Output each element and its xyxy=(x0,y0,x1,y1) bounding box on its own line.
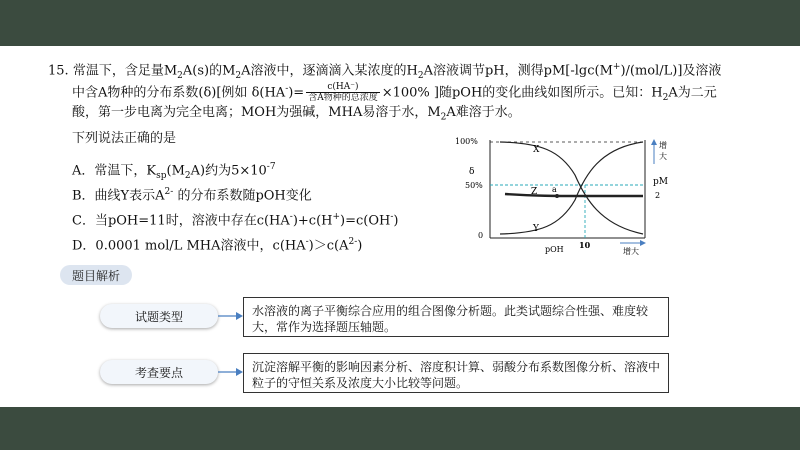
top-bar xyxy=(0,0,800,46)
text: 常温下，含足量M xyxy=(72,63,178,79)
fraction-numerator: c(HA⁻) xyxy=(306,82,380,93)
sub: sp xyxy=(156,170,167,181)
pm-label: pM xyxy=(653,177,668,187)
sup: - xyxy=(305,237,309,247)
sub: 2 xyxy=(184,170,191,181)
text: A为二元 xyxy=(668,85,717,101)
sub: 2 xyxy=(440,112,447,123)
sub: 2 xyxy=(417,70,424,81)
sup: + xyxy=(612,62,621,72)
sup: - xyxy=(289,212,293,222)
type-pill[interactable]: 试题类型 xyxy=(100,304,218,328)
points-box: 沉淀溶解平衡的影响因素分析、溶度积计算、弱酸分布系数图像分析、溶液中粒子的守恒关系及浓度大小比较等问题。 xyxy=(243,353,669,393)
question-line-2 xyxy=(72,80,717,107)
question-prompt: 下列说法正确的是 xyxy=(72,131,177,146)
option-b[interactable] xyxy=(72,183,312,205)
text: ×100% ]随pOH的变化曲线如图所示。已知：H xyxy=(381,85,663,101)
text: B．曲线Y表示A xyxy=(72,188,165,204)
point-a-label: a xyxy=(552,185,557,194)
x-axis-label: pOH xyxy=(545,245,564,254)
sup: - xyxy=(285,84,289,94)
y-label-top: 100% xyxy=(455,137,478,146)
curve-y-label: Y xyxy=(533,224,539,234)
pm-value: 2 xyxy=(655,191,661,200)
option-a[interactable] xyxy=(72,158,276,185)
sup: + xyxy=(332,212,341,222)
type-box: 水溶液的离子平衡综合应用的组合图像分析题。此类试题综合性强、难度较大，常作为选择题压轴题。 xyxy=(243,297,669,337)
x-tick-label: 10 xyxy=(579,240,591,250)
point-a-mark xyxy=(555,194,559,198)
sup: - xyxy=(390,212,394,222)
y-label-zero: 0 xyxy=(478,231,484,240)
text: ) xyxy=(357,238,363,254)
question-line-3 xyxy=(72,104,521,127)
text: (M xyxy=(166,163,185,179)
points-connector xyxy=(218,368,244,376)
sub: 2 xyxy=(235,70,242,81)
text: )=c(OH xyxy=(340,213,391,229)
option-c[interactable] xyxy=(72,208,398,230)
text: 的分布系数随pOH变化 xyxy=(173,188,312,204)
curve-y-line xyxy=(500,142,643,234)
analysis-tag: 题目解析 xyxy=(60,265,132,285)
sub: 2 xyxy=(177,70,183,81)
question-number: 15. xyxy=(48,63,69,79)
fraction-denominator: 含A物种的总浓度 xyxy=(308,93,378,104)
x-increase-label: 增大 xyxy=(623,247,639,256)
text: )+c(H xyxy=(292,213,333,229)
curve-x-line xyxy=(500,142,643,234)
text: D．0.0001 mol/L MHA溶液中，c(HA xyxy=(72,238,306,254)
text: )＞c(A xyxy=(308,238,349,254)
text: A(s)的M xyxy=(182,63,236,79)
type-connector xyxy=(218,312,244,320)
sup: 2- xyxy=(348,237,358,247)
option-d[interactable] xyxy=(72,233,362,255)
sub: 2 xyxy=(662,92,669,103)
text: )/(mol/L)]及溶液 xyxy=(620,63,722,79)
text: 酸，第一步电离为完全电离；MOH为强碱，MHA易溶于水，M xyxy=(72,105,441,120)
curve-z-label: Z xyxy=(531,187,538,197)
sup: 2- xyxy=(164,187,174,197)
text: A难溶于水。 xyxy=(446,105,521,120)
distribution-graph xyxy=(445,130,675,260)
text: A溶液中，逐滴滴入某浓度的H xyxy=(241,63,418,79)
sup: -7 xyxy=(266,162,276,172)
pm-increase-1: 增 xyxy=(659,141,667,150)
curve-x-label: X xyxy=(533,145,540,155)
pm-increase-2: 大 xyxy=(659,152,667,161)
curve-z-line xyxy=(505,194,643,196)
y-label-mid: 50% xyxy=(465,181,483,190)
fraction xyxy=(306,82,380,103)
delta-label: δ xyxy=(469,167,475,177)
bottom-bar xyxy=(0,407,800,450)
points-pill[interactable]: 考查要点 xyxy=(100,360,218,384)
text: A)约为5×10 xyxy=(190,163,267,179)
text: A．常温下，K xyxy=(72,163,157,179)
text: ) xyxy=(393,213,399,229)
text: C．当pOH=11时，溶液中存在c(HA xyxy=(72,213,290,229)
text: 中含A物种的分布系数(δ)[例如 δ(HA xyxy=(72,85,286,101)
text: )= xyxy=(288,85,305,101)
text: A溶液调节pH，测得pM[-lgc(M xyxy=(423,63,613,79)
